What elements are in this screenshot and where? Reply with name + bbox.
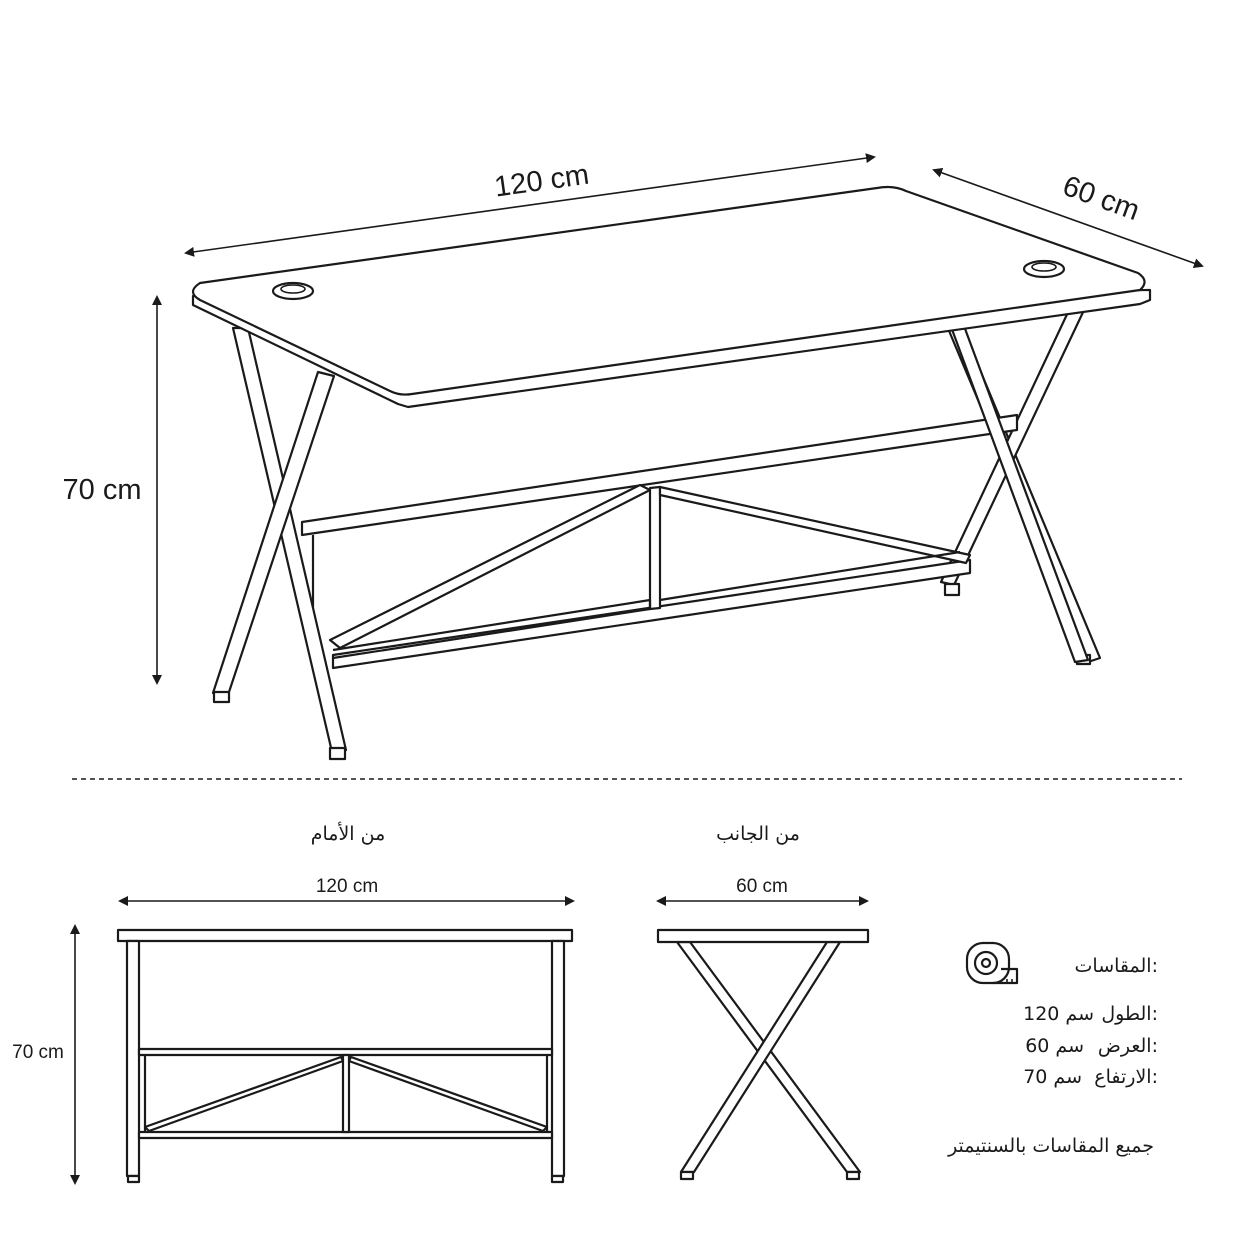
side-view-title: من الجانب: [716, 823, 800, 845]
spec-length-label: الطول:: [1101, 1003, 1158, 1025]
specs-note: جميع المقاسات بالسنتيمتر: [948, 1135, 1154, 1157]
spec-width-label: العرض:: [1097, 1035, 1158, 1057]
spec-width-value: 60 سم: [1025, 1035, 1084, 1057]
front-view-title: من الأمام: [310, 823, 386, 845]
specs-heading: المقاسات:: [1074, 955, 1158, 977]
spec-height-value: 70 سم: [1023, 1066, 1082, 1088]
width-label: 60 cm: [1058, 170, 1144, 228]
front-height-label: 70 cm: [12, 1042, 64, 1063]
tape-measure-icon: [967, 943, 1017, 983]
height-label: 70 cm: [62, 474, 142, 506]
table-top: [193, 187, 1150, 407]
spec-length-value: 120 سم: [1023, 1003, 1094, 1025]
perspective-view: [63, 157, 1202, 759]
front-width-label: 120 cm: [315, 876, 379, 897]
length-label: 120 cm: [492, 158, 592, 204]
stretcher-frame: [302, 415, 1017, 668]
front-view: [12, 822, 573, 1183]
spec-height-label: الارتفاع:: [1094, 1066, 1158, 1088]
side-width-label: 60 cm: [736, 876, 788, 897]
specs-panel: [947, 943, 1158, 1157]
side-view: [658, 823, 868, 1179]
